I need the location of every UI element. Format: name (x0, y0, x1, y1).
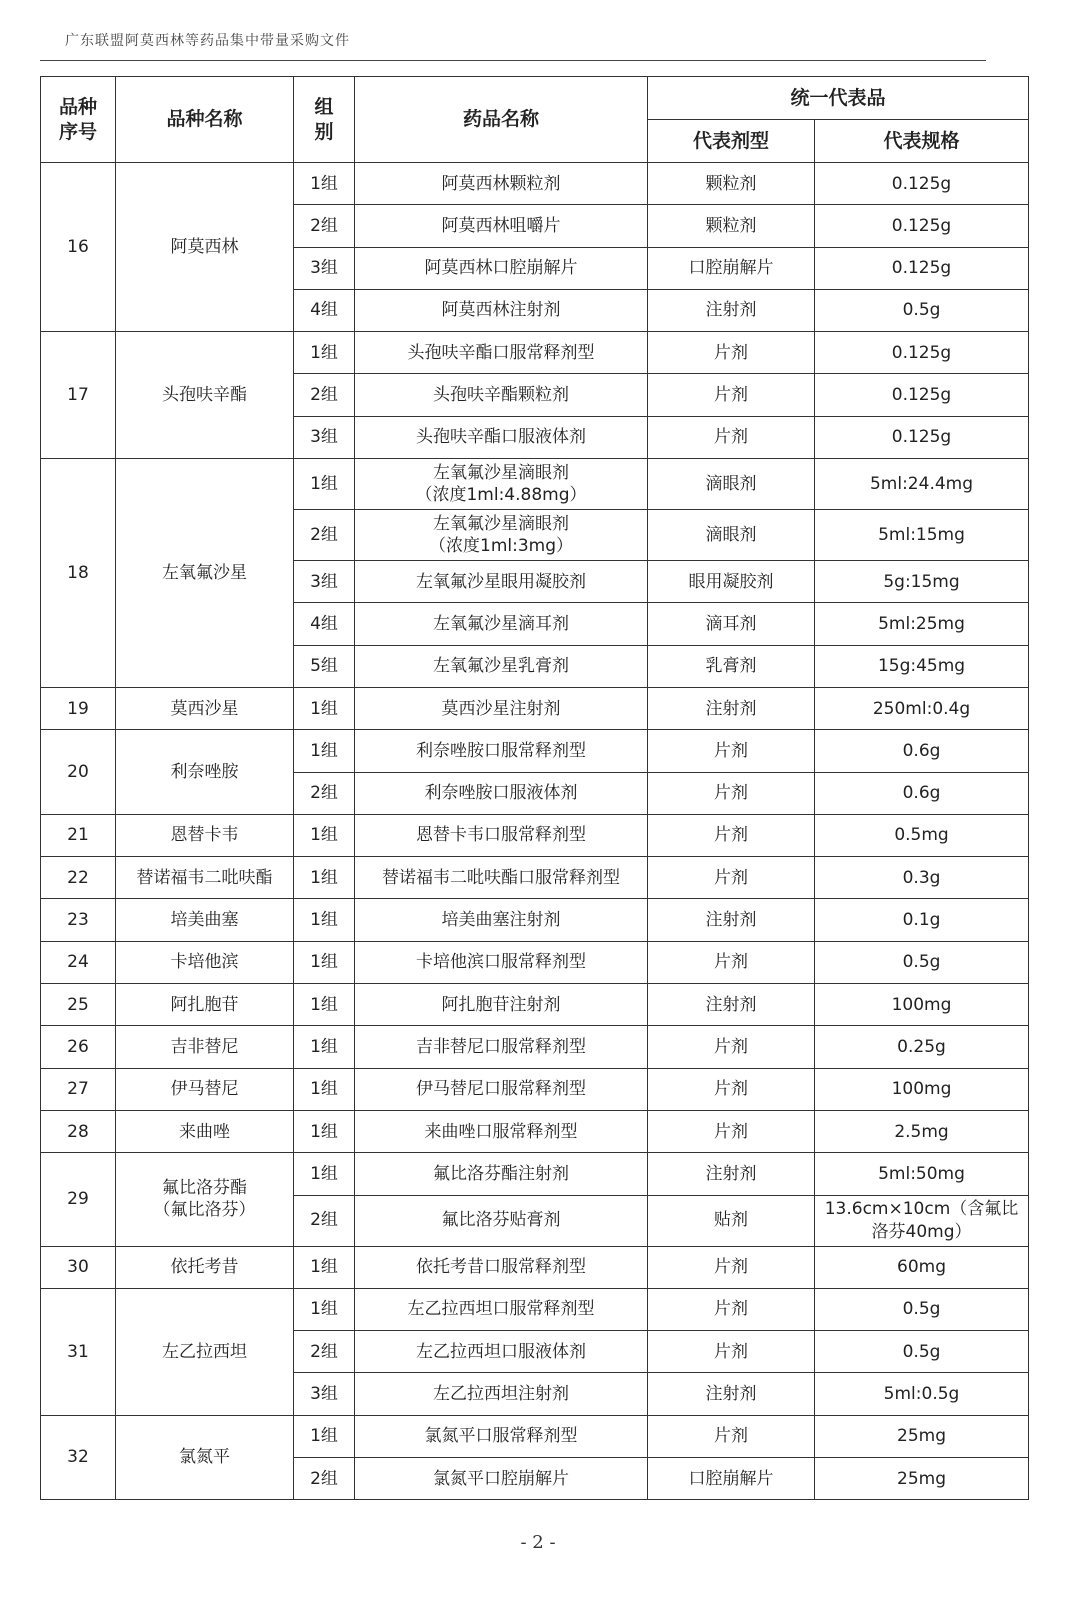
drug-name-cell: 左氧氟沙星滴眼剂 （浓度1ml:3mg） (355, 510, 648, 561)
drug-name-cell: 左乙拉西坦口服常释剂型 (355, 1288, 648, 1330)
table-row (41, 814, 1029, 856)
group-cell: 2组 (294, 1195, 355, 1246)
group-cell: 4组 (294, 289, 355, 331)
variety-name: 卡培他滨 (116, 941, 294, 983)
group-cell: 2组 (294, 772, 355, 814)
page-number: - 2 - (520, 1532, 556, 1553)
variety-name: 阿莫西林 (116, 163, 294, 332)
spec-cell: 5ml:50mg (815, 1153, 1029, 1195)
variety-seq: 16 (41, 163, 116, 332)
dosage-form-cell: 颗粒剂 (648, 205, 815, 247)
variety-name: 头孢呋辛酯 (116, 332, 294, 459)
drug-name-cell: 阿莫西林颗粒剂 (355, 163, 648, 205)
table-body (41, 163, 1029, 1500)
dosage-form-cell: 注射剂 (648, 984, 815, 1026)
variety-name: 来曲唑 (116, 1110, 294, 1152)
spec-cell: 0.6g (815, 772, 1029, 814)
group-cell: 1组 (294, 1068, 355, 1110)
group-cell: 2组 (294, 1331, 355, 1373)
drug-name-cell: 头孢呋辛酯颗粒剂 (355, 374, 648, 416)
dosage-form-cell: 片剂 (648, 730, 815, 772)
drug-name-cell: 头孢呋辛酯口服液体剂 (355, 416, 648, 458)
spec-cell: 5ml:15mg (815, 510, 1029, 561)
variety-seq: 20 (41, 730, 116, 815)
dosage-form-cell: 注射剂 (648, 289, 815, 331)
header-spec: 代表规格 (815, 120, 1029, 163)
spec-cell: 0.125g (815, 416, 1029, 458)
drug-name-cell: 阿莫西林口腔崩解片 (355, 247, 648, 289)
spec-cell: 0.5g (815, 289, 1029, 331)
header-rule (40, 60, 986, 61)
group-cell: 4组 (294, 603, 355, 645)
group-cell: 1组 (294, 984, 355, 1026)
group-cell: 1组 (294, 332, 355, 374)
group-cell: 5组 (294, 645, 355, 687)
dosage-form-cell: 片剂 (648, 1331, 815, 1373)
table-row (41, 459, 1029, 510)
table-header (41, 77, 1029, 163)
table-row (41, 1026, 1029, 1068)
group-cell: 1组 (294, 687, 355, 729)
spec-cell: 15g:45mg (815, 645, 1029, 687)
group-cell: 1组 (294, 857, 355, 899)
spec-cell: 0.1g (815, 899, 1029, 941)
spec-cell: 0.125g (815, 205, 1029, 247)
group-cell: 1组 (294, 163, 355, 205)
spec-cell: 5ml:0.5g (815, 1373, 1029, 1415)
table-row (41, 730, 1029, 772)
group-cell: 1组 (294, 1026, 355, 1068)
drug-name-cell: 阿莫西林注射剂 (355, 289, 648, 331)
variety-seq: 30 (41, 1246, 116, 1288)
variety-name: 恩替卡韦 (116, 814, 294, 856)
drug-name-cell: 利奈唑胺口服液体剂 (355, 772, 648, 814)
table-row (41, 1068, 1029, 1110)
drug-name-cell: 左氧氟沙星滴耳剂 (355, 603, 648, 645)
variety-seq: 19 (41, 687, 116, 729)
variety-name: 左氧氟沙星 (116, 459, 294, 688)
document-header: 广东联盟阿莫西林等药品集中带量采购文件 (65, 33, 350, 49)
header-group: 组别 (294, 77, 355, 163)
variety-seq: 29 (41, 1153, 116, 1246)
spec-cell: 0.125g (815, 374, 1029, 416)
table-row (41, 1110, 1029, 1152)
dosage-form-cell: 片剂 (648, 1110, 815, 1152)
group-cell: 1组 (294, 899, 355, 941)
group-cell: 1组 (294, 730, 355, 772)
dosage-form-cell: 眼用凝胶剂 (648, 561, 815, 603)
spec-cell: 250ml:0.4g (815, 687, 1029, 729)
dosage-form-cell: 注射剂 (648, 687, 815, 729)
variety-seq: 32 (41, 1415, 116, 1500)
dosage-form-cell: 口腔崩解片 (648, 247, 815, 289)
variety-seq: 23 (41, 899, 116, 941)
dosage-form-cell: 注射剂 (648, 1153, 815, 1195)
dosage-form-cell: 片剂 (648, 332, 815, 374)
variety-seq: 31 (41, 1288, 116, 1415)
table-row (41, 857, 1029, 899)
variety-name: 利奈唑胺 (116, 730, 294, 815)
spec-cell: 25mg (815, 1458, 1029, 1500)
group-cell: 1组 (294, 1110, 355, 1152)
header-drug: 药品名称 (355, 77, 648, 163)
dosage-form-cell: 注射剂 (648, 899, 815, 941)
drug-name-cell: 左氧氟沙星乳膏剂 (355, 645, 648, 687)
drug-name-cell: 氟比洛芬贴膏剂 (355, 1195, 648, 1246)
dosage-form-cell: 片剂 (648, 772, 815, 814)
drug-name-cell: 阿莫西林咀嚼片 (355, 205, 648, 247)
dosage-form-cell: 片剂 (648, 1415, 815, 1457)
drug-name-cell: 左乙拉西坦口服液体剂 (355, 1331, 648, 1373)
drug-name-cell: 莫西沙星注射剂 (355, 687, 648, 729)
variety-name: 伊马替尼 (116, 1068, 294, 1110)
spec-cell: 5g:15mg (815, 561, 1029, 603)
group-cell: 2组 (294, 1458, 355, 1500)
dosage-form-cell: 口腔崩解片 (648, 1458, 815, 1500)
spec-cell: 5ml:24.4mg (815, 459, 1029, 510)
group-cell: 1组 (294, 1288, 355, 1330)
drug-name-cell: 左氧氟沙星滴眼剂 （浓度1ml:4.88mg） (355, 459, 648, 510)
group-cell: 2组 (294, 374, 355, 416)
drug-name-cell: 氟比洛芬酯注射剂 (355, 1153, 648, 1195)
variety-name: 依托考昔 (116, 1246, 294, 1288)
spec-cell: 0.6g (815, 730, 1029, 772)
variety-seq: 26 (41, 1026, 116, 1068)
spec-cell: 5ml:25mg (815, 603, 1029, 645)
spec-cell: 2.5mg (815, 1110, 1029, 1152)
variety-name: 阿扎胞苷 (116, 984, 294, 1026)
drug-name-cell: 替诺福韦二吡呋酯口服常释剂型 (355, 857, 648, 899)
table-row (41, 941, 1029, 983)
drug-name-cell: 利奈唑胺口服常释剂型 (355, 730, 648, 772)
spec-cell: 25mg (815, 1415, 1029, 1457)
group-cell: 3组 (294, 416, 355, 458)
dosage-form-cell: 滴眼剂 (648, 459, 815, 510)
group-cell: 3组 (294, 1373, 355, 1415)
dosage-form-cell: 颗粒剂 (648, 163, 815, 205)
table-row (41, 1415, 1029, 1457)
variety-seq: 17 (41, 332, 116, 459)
variety-seq: 27 (41, 1068, 116, 1110)
spec-cell: 0.5g (815, 941, 1029, 983)
spec-cell: 100mg (815, 1068, 1029, 1110)
dosage-form-cell: 片剂 (648, 941, 815, 983)
variety-name: 培美曲塞 (116, 899, 294, 941)
drug-name-cell: 伊马替尼口服常释剂型 (355, 1068, 648, 1110)
variety-name: 吉非替尼 (116, 1026, 294, 1068)
dosage-form-cell: 片剂 (648, 1288, 815, 1330)
dosage-form-cell: 片剂 (648, 857, 815, 899)
drug-name-cell: 氯氮平口服常释剂型 (355, 1415, 648, 1457)
dosage-form-cell: 片剂 (648, 374, 815, 416)
group-cell: 1组 (294, 1153, 355, 1195)
dosage-form-cell: 滴耳剂 (648, 603, 815, 645)
table-row (41, 984, 1029, 1026)
header-variety: 品种名称 (116, 77, 294, 163)
group-cell: 1组 (294, 941, 355, 983)
spec-cell: 0.125g (815, 332, 1029, 374)
header-form: 代表剂型 (648, 120, 815, 163)
spec-cell: 0.3g (815, 857, 1029, 899)
spec-cell: 0.125g (815, 163, 1029, 205)
variety-name: 替诺福韦二吡呋酯 (116, 857, 294, 899)
variety-seq: 25 (41, 984, 116, 1026)
group-cell: 1组 (294, 1415, 355, 1457)
spec-cell: 0.5g (815, 1331, 1029, 1373)
table-row (41, 163, 1029, 205)
variety-seq: 22 (41, 857, 116, 899)
dosage-form-cell: 片剂 (648, 416, 815, 458)
drug-name-cell: 氯氮平口腔崩解片 (355, 1458, 648, 1500)
drug-name-cell: 左乙拉西坦注射剂 (355, 1373, 648, 1415)
header-seq: 品种序号 (41, 77, 116, 163)
drug-name-cell: 培美曲塞注射剂 (355, 899, 648, 941)
variety-name: 莫西沙星 (116, 687, 294, 729)
group-cell: 2组 (294, 510, 355, 561)
dosage-form-cell: 片剂 (648, 814, 815, 856)
group-cell: 2组 (294, 205, 355, 247)
header-unified: 统一代表品 (648, 77, 1029, 120)
dosage-form-cell: 滴眼剂 (648, 510, 815, 561)
drug-name-cell: 左氧氟沙星眼用凝胶剂 (355, 561, 648, 603)
group-cell: 1组 (294, 814, 355, 856)
drug-name-cell: 恩替卡韦口服常释剂型 (355, 814, 648, 856)
table-row (41, 1246, 1029, 1288)
group-cell: 1组 (294, 459, 355, 510)
variety-seq: 28 (41, 1110, 116, 1152)
spec-cell: 0.5g (815, 1288, 1029, 1330)
spec-cell: 60mg (815, 1246, 1029, 1288)
drug-name-cell: 吉非替尼口服常释剂型 (355, 1026, 648, 1068)
spec-cell: 100mg (815, 984, 1029, 1026)
spec-cell: 0.5mg (815, 814, 1029, 856)
drug-name-cell: 阿扎胞苷注射剂 (355, 984, 648, 1026)
drug-name-cell: 头孢呋辛酯口服常释剂型 (355, 332, 648, 374)
drug-name-cell: 来曲唑口服常释剂型 (355, 1110, 648, 1152)
variety-seq: 18 (41, 459, 116, 688)
dosage-form-cell: 片剂 (648, 1026, 815, 1068)
dosage-form-cell: 乳膏剂 (648, 645, 815, 687)
table-row (41, 1153, 1029, 1195)
spec-cell: 0.125g (815, 247, 1029, 289)
dosage-form-cell: 贴剂 (648, 1195, 815, 1246)
table-row (41, 1288, 1029, 1330)
drug-name-cell: 卡培他滨口服常释剂型 (355, 941, 648, 983)
drug-name-cell: 依托考昔口服常释剂型 (355, 1246, 648, 1288)
variety-seq: 21 (41, 814, 116, 856)
group-cell: 1组 (294, 1246, 355, 1288)
dosage-form-cell: 注射剂 (648, 1373, 815, 1415)
drug-table (40, 76, 1029, 1500)
table-row (41, 687, 1029, 729)
variety-seq: 24 (41, 941, 116, 983)
variety-name: 氯氮平 (116, 1415, 294, 1500)
table-row (41, 332, 1029, 374)
variety-name: 氟比洛芬酯 （氟比洛芬） (116, 1153, 294, 1246)
table-row (41, 899, 1029, 941)
group-cell: 3组 (294, 247, 355, 289)
spec-cell: 13.6cm×10cm（含氟比洛芬40mg） (815, 1195, 1029, 1246)
variety-name: 左乙拉西坦 (116, 1288, 294, 1415)
group-cell: 3组 (294, 561, 355, 603)
spec-cell: 0.25g (815, 1026, 1029, 1068)
dosage-form-cell: 片剂 (648, 1068, 815, 1110)
dosage-form-cell: 片剂 (648, 1246, 815, 1288)
